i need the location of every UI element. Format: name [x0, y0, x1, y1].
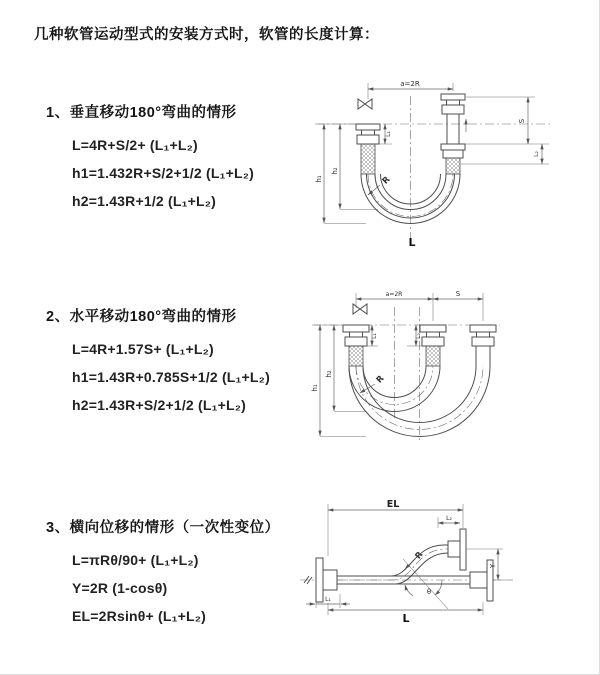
dimension-lines — [306, 510, 498, 610]
braid-section — [349, 346, 363, 366]
dim-label-l2: L₂ — [446, 515, 452, 522]
braid-section — [361, 144, 375, 174]
length-label: L — [408, 236, 416, 249]
dim-label-l1: L₁ — [325, 596, 331, 603]
extension-lines — [314, 293, 483, 437]
diagram-lateral-displacement — [298, 497, 600, 651]
formula-el: EL=2Rsinθ+ (L₁+L₂) — [72, 608, 207, 624]
hose-assembly — [304, 529, 493, 602]
formula-y: Y=2R (1-cosθ) — [72, 580, 168, 596]
angle-label: θ — [426, 588, 432, 596]
section-1 — [46, 101, 254, 215]
radius-label: R — [413, 549, 426, 562]
section-2-heading: 2、水平移动180°弯曲的情形 — [46, 309, 237, 325]
formula-h2: h2=1.43R+S/2+1/2 (L₁+L₂) — [72, 397, 247, 413]
extension-lines — [316, 504, 504, 615]
section-1-formulas — [72, 131, 254, 215]
dim-label-l1: L₁ — [385, 131, 392, 137]
radius-label: R — [380, 174, 393, 187]
dim-label-el: EL — [386, 499, 400, 510]
valve-bowtie-icon — [353, 304, 367, 314]
section-3-heading: 3、横向位移的情形（一次性变位） — [46, 520, 280, 536]
radius-label: R — [374, 373, 387, 386]
dim-label-s: S — [455, 290, 461, 298]
dimension-lines — [324, 89, 542, 223]
dim-label-h2: h₂ — [325, 370, 333, 378]
dim-label-l2: L₂ — [415, 333, 422, 339]
dim-label-h1: h₁ — [315, 175, 323, 183]
extension-lines — [318, 83, 549, 224]
section-2 — [46, 305, 270, 419]
formula-h1: h1=1.43R+0.785S+1/2 (L₁+L₂) — [72, 369, 270, 385]
braid-section — [446, 158, 460, 174]
formula-length: L=4R+S/2+ (L₁+L₂) — [72, 137, 198, 153]
section-1-heading: 1、垂直移动180°弯曲的情形 — [46, 105, 237, 121]
section-2-formulas — [72, 335, 270, 419]
dim-label-l2: L₂ — [533, 151, 540, 157]
length-label: L — [402, 612, 410, 625]
document-title: 几种软管运动型式的安装方式时，软管的长度计算： — [34, 27, 379, 43]
dim-label-s: S — [518, 118, 526, 124]
formula-h2: h2=1.43R+1/2 (L₁+L₂) — [72, 193, 217, 209]
diagram-labels — [325, 499, 497, 625]
section-3 — [46, 516, 280, 630]
dim-label-a2r: a=2R — [385, 291, 403, 298]
formula-length: L=πRθ/90+ (L₁+L₂) — [72, 552, 199, 568]
diagram-vertical-180-bend — [310, 74, 595, 256]
formula-length: L=4R+1.57S+ (L₁+L₂) — [72, 341, 214, 357]
section-3-formulas — [72, 546, 280, 630]
dim-label-y: Y — [489, 563, 497, 569]
braid-section — [426, 346, 440, 366]
diagram-horizontal-180-bend — [308, 281, 595, 459]
dim-label-h2: h₂ — [331, 167, 339, 175]
valve-bowtie-icon — [358, 99, 372, 109]
dim-label-l1: L₁ — [371, 333, 378, 339]
dim-label-a2r: a=2R — [400, 80, 420, 88]
dim-label-h1: h₁ — [311, 384, 319, 392]
dimension-lines — [320, 299, 483, 436]
formula-h1: h1=1.432R+S/2+1/2 (L₁+L₂) — [72, 165, 254, 181]
centerlines — [315, 96, 550, 249]
